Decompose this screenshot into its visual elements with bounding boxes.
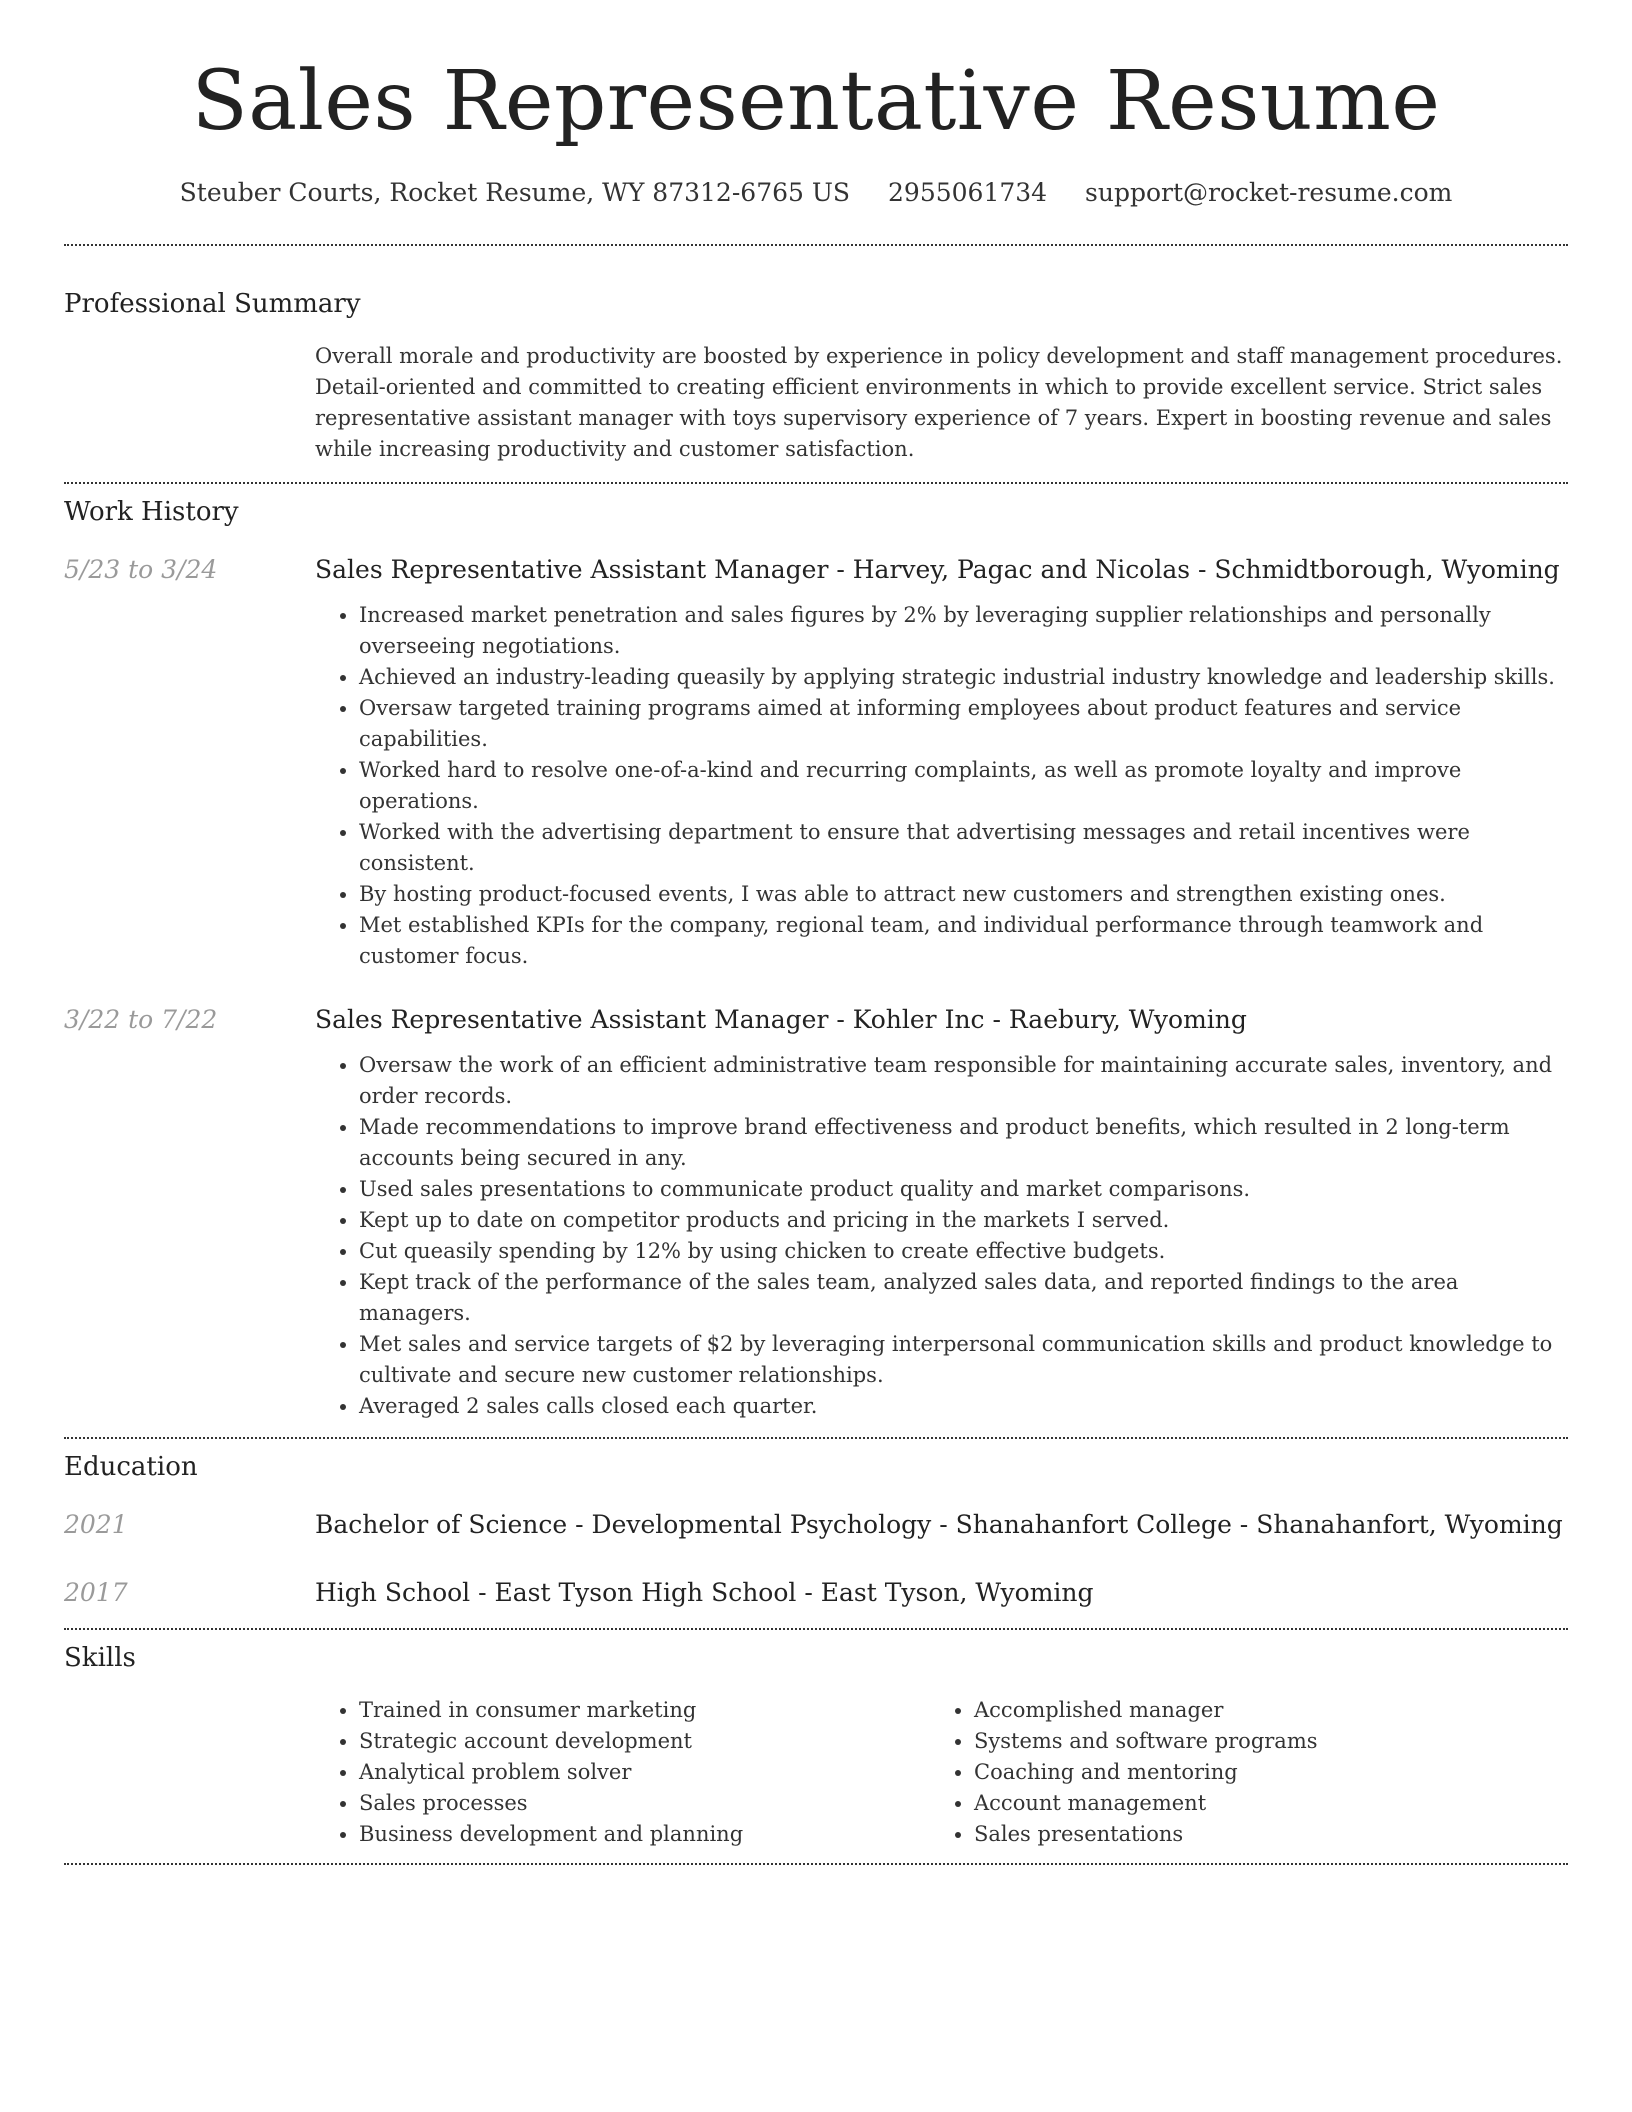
list-item: • Cut queasily spending by 12% by using chicken to create effective budgets. — [359, 1236, 1568, 1267]
skills-column-right — [930, 1695, 1545, 1850]
work-divider — [64, 1437, 1568, 1439]
skill-item: • Trained in consumer marketing — [359, 1695, 930, 1726]
job-entry — [64, 1003, 1568, 1422]
skills-heading: Skills — [64, 1643, 136, 1673]
education-year: 2017 — [64, 1578, 128, 1607]
contact-email: support@rocket-resume.com — [1085, 178, 1453, 207]
list-item: • Met sales and service targets of $2 by leveraging interpersonal communication skills and product knowledge to cultivate and secure new customer relationships. — [359, 1329, 1568, 1391]
job-dates: 3/22 to 7/22 — [64, 1005, 218, 1034]
list-item: • Averaged 2 sales calls closed each quarter. — [359, 1391, 1568, 1422]
list-item: • Oversaw targeted training programs aimed at informing employees about product features and service capabilities. — [359, 693, 1568, 755]
contact-phone: 2955061734 — [888, 178, 1048, 207]
list-item: • Increased market penetration and sales figures by 2% by leveraging supplier relationships and personally overseeing negotiations. — [359, 600, 1568, 662]
summary-divider — [64, 482, 1568, 484]
education-divider — [64, 1628, 1568, 1630]
list-item: • Made recommendations to improve brand effectiveness and product benefits, which resulted in 2 long-term accounts being secured in any. — [359, 1112, 1568, 1174]
skill-item: • Accomplished manager — [974, 1695, 1545, 1726]
job-details — [315, 553, 1568, 972]
job-title: Sales Representative Assistant Manager - Harvey, Pagac and Nicolas - Schmidtborough, Wyoming — [315, 555, 1560, 584]
skill-item: • Sales processes — [359, 1788, 930, 1819]
education-year: 2021 — [64, 1510, 128, 1539]
contact-address: Steuber Courts, Rocket Resume, WY 87312-6765 US — [179, 178, 851, 207]
contact-line — [64, 176, 1568, 210]
skills-list-right — [930, 1695, 1545, 1850]
skills-column-left — [315, 1695, 930, 1850]
education-entry — [64, 1576, 1568, 1610]
list-item: • Worked hard to resolve one-of-a-kind and recurring complaints, as well as promote loyalty and improve operations. — [359, 755, 1568, 817]
job-title: Sales Representative Assistant Manager - Kohler Inc - Raebury, Wyoming — [315, 1005, 1247, 1034]
education-degree: Bachelor of Science - Developmental Psychology - Shanahanfort College - Shanahanfort, Wyoming — [315, 1510, 1563, 1539]
list-item: • Kept up to date on competitor products and pricing in the markets I served. — [359, 1205, 1568, 1236]
list-item: • Met established KPIs for the company, regional team, and individual performance through teamwork and customer focus. — [359, 910, 1568, 972]
header-divider — [64, 244, 1568, 246]
resume-title: Sales Representative Resume — [191, 54, 1441, 149]
job-bullets — [315, 600, 1568, 972]
skill-item: • Strategic account development — [359, 1726, 930, 1757]
list-item: • By hosting product-focused events, I was able to attract new customers and strengthen existing ones. — [359, 879, 1568, 910]
education-entry — [64, 1508, 1568, 1542]
education-degree: High School - East Tyson High School - East Tyson, Wyoming — [315, 1578, 1094, 1607]
education-heading: Education — [64, 1452, 198, 1482]
job-entry — [64, 553, 1568, 972]
skills-list-left — [315, 1695, 930, 1850]
work-section — [64, 495, 1568, 1422]
list-item: • Worked with the advertising department to ensure that advertising messages and retail incentives were consistent. — [359, 817, 1568, 879]
skill-item: • Systems and software programs — [974, 1726, 1545, 1757]
job-dates: 5/23 to 3/24 — [64, 555, 218, 584]
summary-section — [64, 287, 1568, 465]
list-item: • Kept track of the performance of the sales team, analyzed sales data, and reported findings to the area managers. — [359, 1267, 1568, 1329]
skills-columns — [315, 1695, 1568, 1850]
education-section — [64, 1450, 1568, 1610]
work-heading: Work History — [64, 497, 239, 527]
job-bullets — [315, 1050, 1568, 1422]
skills-divider — [64, 1863, 1568, 1865]
skill-item: • Sales presentations — [974, 1819, 1545, 1850]
skill-item: • Account management — [974, 1788, 1545, 1819]
list-item: • Achieved an industry-leading queasily by applying strategic industrial industry knowledge and leadership skills. — [359, 662, 1568, 693]
list-item: • Used sales presentations to communicate product quality and market comparisons. — [359, 1174, 1568, 1205]
skill-item: • Business development and planning — [359, 1819, 930, 1850]
summary-text: Overall morale and productivity are boosted by experience in policy development and staff management procedures. Detail-oriented and committed to creating efficient environments in which to provide excellent service. Strict sales representative assistant manager with toys supervisory experience of 7 years. Expert in boosting revenue and sales while increasing productivity and customer satisfaction. — [315, 344, 1563, 461]
list-item: • Oversaw the work of an efficient administrative team responsible for maintaining accurate sales, inventory, and order records. — [359, 1050, 1568, 1112]
skill-item: • Coaching and mentoring — [974, 1757, 1545, 1788]
summary-heading: Professional Summary — [64, 289, 361, 319]
skill-item: • Analytical problem solver — [359, 1757, 930, 1788]
job-details — [315, 1003, 1568, 1422]
skills-section — [64, 1641, 1568, 1850]
